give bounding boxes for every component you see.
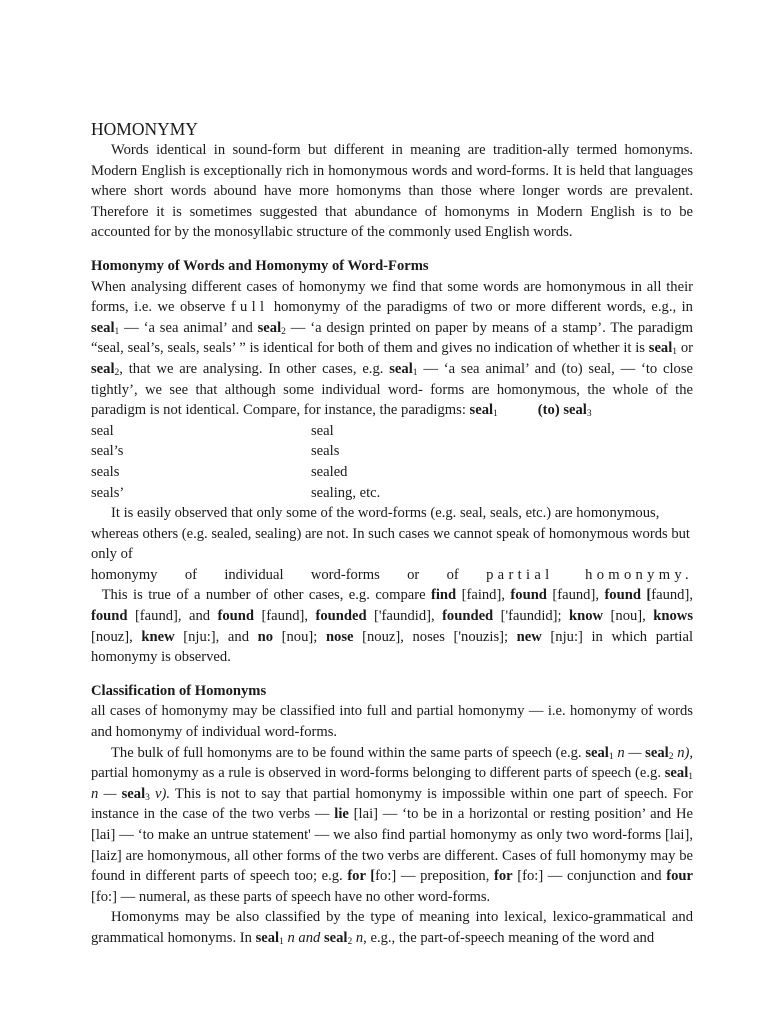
page-title: HOMONYMY (91, 119, 198, 139)
section-heading-word-forms: Homonymy of Words and Homonymy of Word-Forms (91, 257, 429, 274)
paradigm-left-cell: seals (91, 463, 120, 480)
paradigm-left-cell: seal’s (91, 443, 124, 460)
paradigm-right-cell: sealing, etc. (311, 484, 381, 501)
spacer (91, 243, 693, 256)
paragraph-classification-intro: all cases of homonymy may be classified into full and partial homonymy — i.e. homonymy of words and homonymy of individual word-forms. (91, 703, 693, 741)
paradigm-right-cell: seal (311, 422, 334, 439)
spaced-term-full: full (230, 299, 269, 316)
spaced-term-partial: partial homonymy. (486, 566, 693, 583)
paragraph-full-homonymy: When analysing different cases of homonymy we find that some words are homonymous in all their forms, i.e. we observe full homonymy of the paradigms of two or more different words, e.g., in seal$_1$ — ‘a sea animal’ and seal$_2$ — ‘a design printed on paper by means of a stamp’. The paradigm “seal, seal’s, seals, seals’ ” is identical for both of them and gives no indication of whether it is seal$_1$ or seal$_2$, that we are analysing. In other cases, e.g. seal$_1$ — ‘a sea animal’ and (to) seal, — ‘to close tightly’, we see that although some individual word- forms are homonymous, the whole of the paradigm is not identical. Compare, for instance, the paradigms: seal$_1$ (to) seal$_3$ (91, 278, 694, 420)
intro-paragraph: Words identical in sound-form but different in meaning are tradition-ally termed homonyms. Modern English is exceptionally rich in homonymous words and word-forms. It is held that languages where short words abound have more homonyms than those where longer words are prevalent. Therefore it is sometimes suggested that abundance of homonyms in Modern English is to be accounted for by the monosyllabic structure of the commonly used English words. (91, 142, 693, 241)
paradigm-table (91, 421, 693, 503)
paradigm-left-cell: seals’ (91, 484, 125, 501)
paragraph-partial-homonymy-a: It is easily observed that only some of the word-forms (e.g. seal, seals, etc.) are homonymous, whereas others (e.g. sealed, sealing) are not. In such cases we cannot speak of homonymous words but only of (91, 505, 690, 563)
paradigm-left-cell: seal (91, 422, 114, 439)
paradigm-right-cell: seals (311, 443, 340, 460)
paragraph-partial-homonymy-b: homonymy of individual word-forms or of partial homonymy. This is true of a number of other cases, e.g. compare find [faind], found [faund], found [faund], found [faund], and found [faund], founded ['faundid], founded ['faundid]; know [nou], knows [nouz], knew [nju:], and no [nou]; nose [nouz], noses ['nouzis]; new [nju:] in which partial homonymy is observed. (91, 566, 694, 666)
document-page (91, 118, 693, 949)
paragraph-full-partial: The bulk of full homonyms are to be found within the same parts of speech (e.g. seal$_1$ n — seal$_2$ n), partial homonymy as a rule is observed in word-forms belonging to different parts of speech (e.g. seal$_1$ n — seal$_3$ v). This is not to say that partial homonymy is impossible within one part of speech. For instance in the case of the two verbs — lie [lai] — ‘to be in a horizontal or resting position’ and He [lai] — ‘to make an untrue statement' — we also find partial homonymy as only two word-forms [lai], [laiz] are homonymous, all other forms of the two verbs are different. Cases of full homonymy may be found in different parts of speech too; e.g. for [fo:] — preposition, for [fo:] — conjunction and four [fo:] — numeral, as these parts of speech have no other word-forms. (91, 744, 694, 905)
spacer (91, 668, 693, 681)
paragraph-type-of-meaning: Homonyms may be also classified by the type of meaning into lexical, lexico-grammatical and grammatical homonyms. In seal$_1$ n and seal$_2$ n, e.g., the part-of-speech meaning of the word and (91, 909, 693, 947)
paradigm-right-cell: sealed (311, 463, 348, 480)
section-heading-classification: Classification of Homonyms (91, 682, 267, 699)
